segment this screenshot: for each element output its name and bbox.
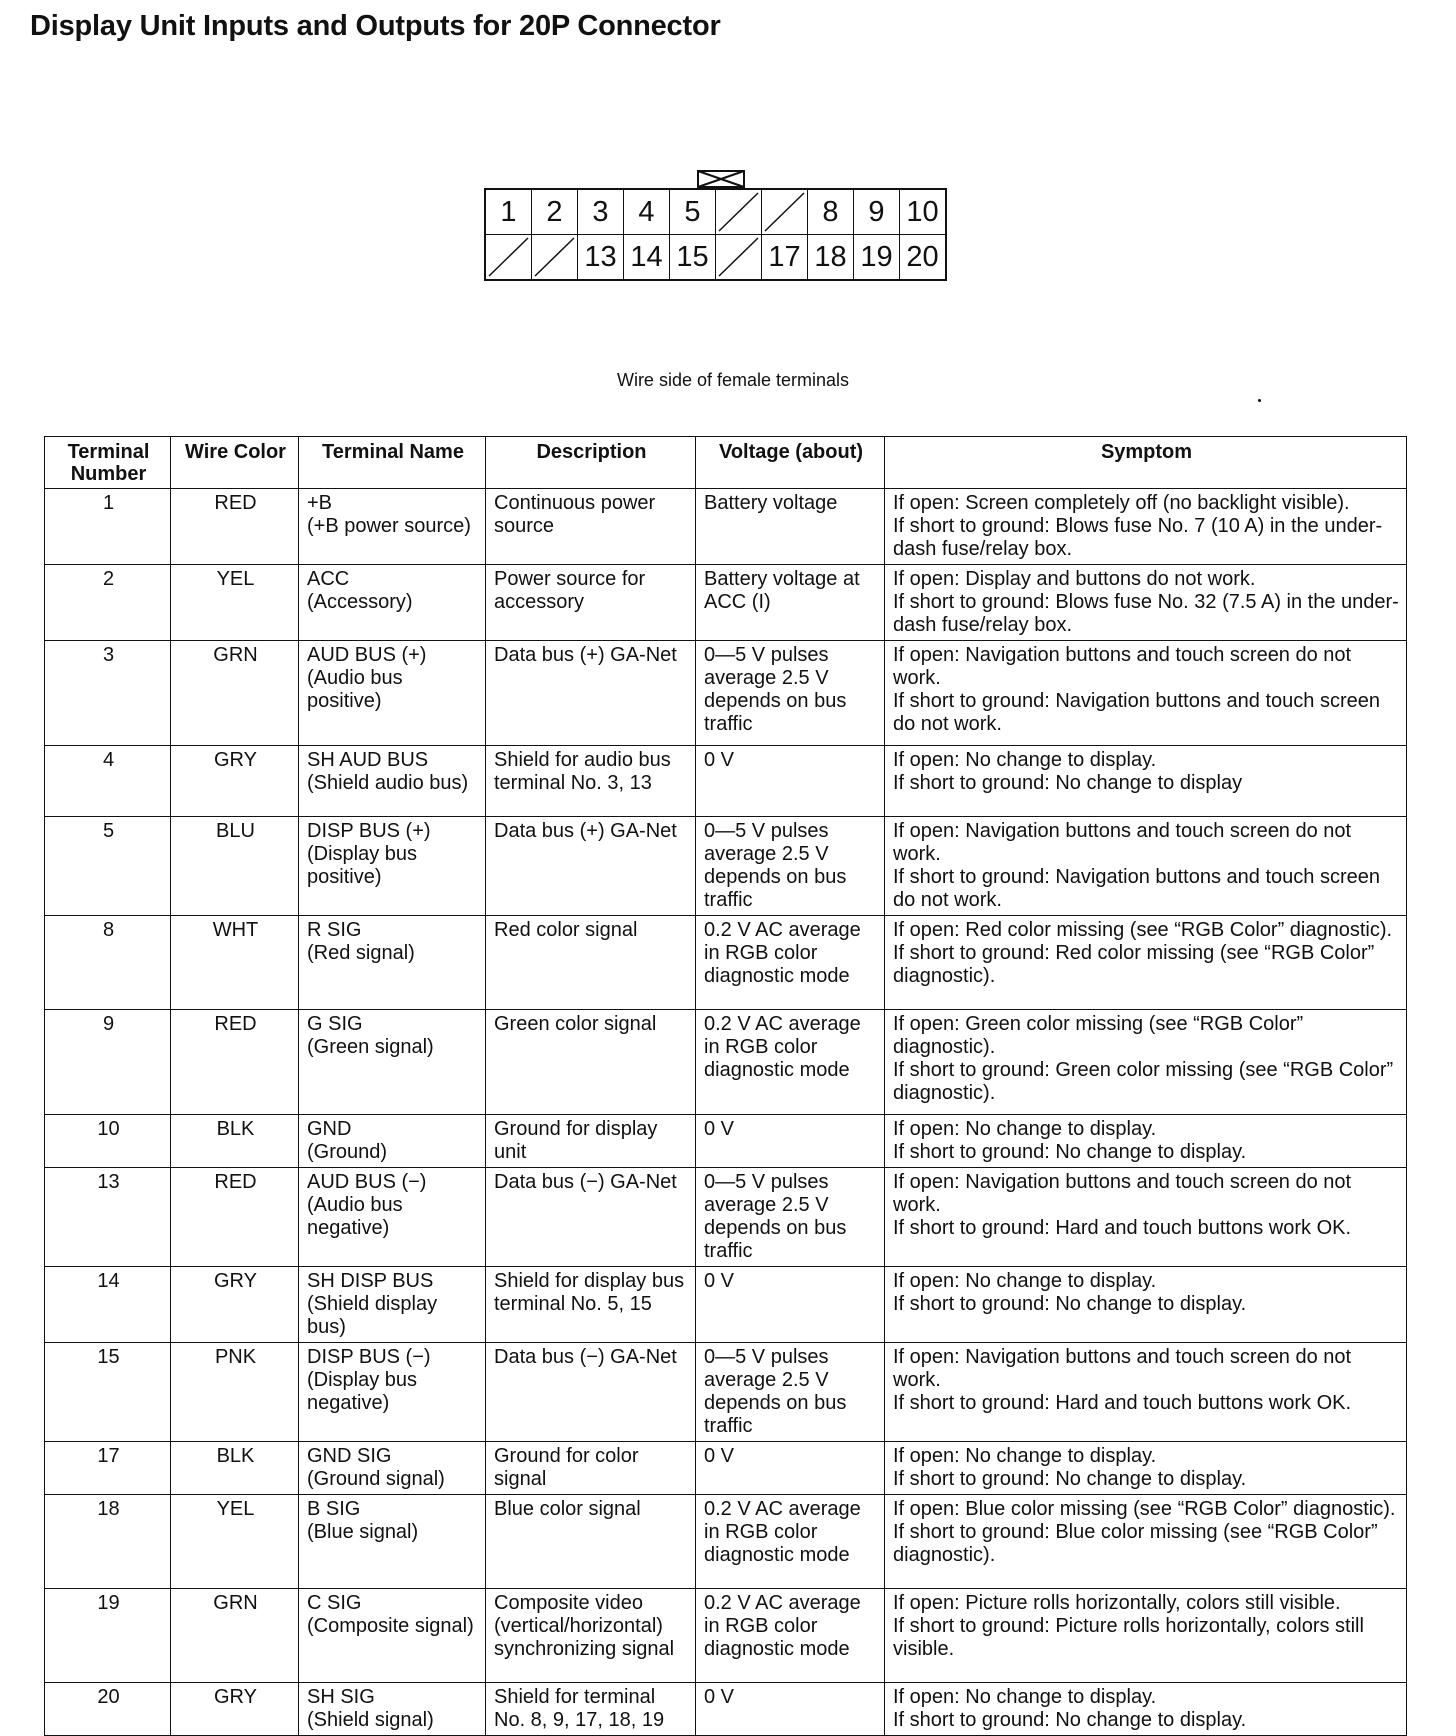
terminal-name-detail: (Shield display bus) — [307, 1293, 438, 1338]
connector-empty-cell — [532, 235, 578, 281]
terminal-name-detail: (Display bus negative) — [307, 1369, 418, 1414]
voltage-cell: 0—5 V pulses average 2.5 V depends on bus traffic — [696, 1168, 885, 1267]
connector-cell: 3 — [578, 189, 624, 235]
table-header-row — [45, 437, 1407, 489]
connector-diagram — [484, 188, 947, 281]
terminal-number-cell: 4 — [45, 746, 171, 817]
terminal-name-detail: (Red signal) — [307, 942, 415, 964]
terminal-name-cell — [299, 1168, 486, 1267]
terminal-name-cell — [299, 1343, 486, 1442]
description-cell: Data bus (+) GA-Net — [486, 817, 696, 916]
terminal-name-detail: (Accessory) — [307, 591, 413, 613]
symptom-cell — [885, 746, 1407, 817]
header-wire-color: Wire Color — [171, 437, 299, 489]
symptom-short: If short to ground: Red color missing (see “RGB Color” diagnostic). — [893, 942, 1375, 987]
terminal-name-cell — [299, 489, 486, 565]
symptom-open: If open: Blue color missing (see “RGB Color” diagnostic). — [893, 1498, 1396, 1520]
terminal-name-cell — [299, 1267, 486, 1343]
symptom-cell — [885, 489, 1407, 565]
symptom-cell — [885, 1495, 1407, 1589]
connector-empty-cell — [762, 189, 808, 235]
header-terminal-name: Terminal Name — [299, 437, 486, 489]
voltage-cell: 0.2 V AC average in RGB color diagnostic mode — [696, 1495, 885, 1589]
terminal-name-detail: (Audio bus positive) — [307, 667, 403, 712]
symptom-short: If short to ground: Green color missing (see “RGB Color” diagnostic). — [893, 1059, 1394, 1104]
connector-cell: 10 — [900, 189, 947, 235]
connector-bottom-row — [485, 235, 946, 281]
terminal-name: AUD BUS (+) — [307, 644, 427, 666]
wire-color-cell: YEL — [171, 1495, 299, 1589]
terminal-name-detail: (Blue signal) — [307, 1521, 419, 1543]
terminal-name-detail: (Composite signal) — [307, 1615, 474, 1637]
voltage-cell: 0 V — [696, 1683, 885, 1736]
terminal-name: R SIG — [307, 919, 362, 941]
description-cell: Red color signal — [486, 916, 696, 1010]
voltage-cell: 0.2 V AC average in RGB color diagnostic mode — [696, 1010, 885, 1115]
terminal-name-cell — [299, 1495, 486, 1589]
connector-cell: 14 — [624, 235, 670, 281]
symptom-short: If short to ground: Blows fuse No. 32 (7.5 A) in the under-dash fuse/relay box. — [893, 591, 1399, 636]
symptom-open: If open: Navigation buttons and touch screen do not work. — [893, 820, 1352, 865]
description-cell: Data bus (−) GA-Net — [486, 1343, 696, 1442]
terminal-number-cell: 14 — [45, 1267, 171, 1343]
wire-color-cell: GRY — [171, 746, 299, 817]
description-cell: Shield for terminal No. 8, 9, 17, 18, 19 — [486, 1683, 696, 1736]
symptom-open: If open: Screen completely off (no backlight visible). — [893, 492, 1350, 514]
voltage-cell: 0—5 V pulses average 2.5 V depends on bus traffic — [696, 1343, 885, 1442]
wire-color-cell: BLK — [171, 1442, 299, 1495]
terminal-name-detail: (+B power source) — [307, 515, 471, 537]
wire-color-cell: WHT — [171, 916, 299, 1010]
terminal-name: GND — [307, 1118, 352, 1140]
terminal-name: GND SIG — [307, 1445, 392, 1467]
terminal-name: C SIG — [307, 1592, 362, 1614]
symptom-open: If open: No change to display. — [893, 1445, 1157, 1467]
symptom-cell — [885, 641, 1407, 746]
connector-cell: 9 — [854, 189, 900, 235]
description-cell: Shield for audio bus terminal No. 3, 13 — [486, 746, 696, 817]
terminal-name-cell — [299, 641, 486, 746]
symptom-short: If short to ground: No change to display. — [893, 1141, 1247, 1163]
connector-cell: 8 — [808, 189, 854, 235]
symptom-short: If short to ground: No change to display — [893, 772, 1243, 794]
terminal-name: ACC — [307, 568, 350, 590]
description-cell: Blue color signal — [486, 1495, 696, 1589]
scan-dot — [1258, 399, 1261, 402]
terminal-name-cell — [299, 1683, 486, 1736]
connector-cell: 1 — [485, 189, 532, 235]
terminal-number-cell: 3 — [45, 641, 171, 746]
connector-cell: 2 — [532, 189, 578, 235]
symptom-open: If open: Navigation buttons and touch screen do not work. — [893, 1171, 1352, 1216]
table-row — [45, 1683, 1407, 1736]
terminal-number-cell: 20 — [45, 1683, 171, 1736]
wire-color-cell: GRN — [171, 1589, 299, 1683]
terminal-number-cell: 9 — [45, 1010, 171, 1115]
description-cell: Ground for display unit — [486, 1115, 696, 1168]
terminal-name: SH SIG — [307, 1686, 375, 1708]
terminal-name: DISP BUS (−) — [307, 1346, 431, 1368]
symptom-short: If short to ground: Navigation buttons and touch screen do not work. — [893, 866, 1380, 911]
symptom-short: If short to ground: Picture rolls horizontally, colors still visible. — [893, 1615, 1364, 1660]
symptom-open: If open: No change to display. — [893, 1270, 1157, 1292]
symptom-cell — [885, 1589, 1407, 1683]
table-row — [45, 565, 1407, 641]
table-row — [45, 1442, 1407, 1495]
header-terminal-number: Terminal Number — [45, 437, 171, 489]
terminal-name-detail: (Audio bus negative) — [307, 1194, 403, 1239]
voltage-cell: Battery voltage — [696, 489, 885, 565]
voltage-cell: Battery voltage at ACC (I) — [696, 565, 885, 641]
wire-color-cell: BLK — [171, 1115, 299, 1168]
connector-latch-icon — [697, 170, 745, 188]
symptom-cell — [885, 1168, 1407, 1267]
voltage-cell: 0 V — [696, 1442, 885, 1495]
table-row — [45, 641, 1407, 746]
symptom-open: If open: No change to display. — [893, 1118, 1157, 1140]
symptom-cell — [885, 916, 1407, 1010]
terminal-number-cell: 10 — [45, 1115, 171, 1168]
terminal-name-detail: (Ground) — [307, 1141, 388, 1163]
voltage-cell: 0 V — [696, 1115, 885, 1168]
terminal-number-cell: 5 — [45, 817, 171, 916]
symptom-open: If open: Green color missing (see “RGB Color” diagnostic). — [893, 1013, 1304, 1058]
table-row — [45, 1168, 1407, 1267]
wire-color-cell: RED — [171, 1168, 299, 1267]
terminal-name-detail: (Shield signal) — [307, 1709, 434, 1731]
symptom-cell — [885, 1683, 1407, 1736]
terminal-name: DISP BUS (+) — [307, 820, 431, 842]
wire-color-cell: GRY — [171, 1683, 299, 1736]
connector-cell: 13 — [578, 235, 624, 281]
connector-top-row — [485, 189, 946, 235]
connector-empty-cell — [716, 235, 762, 281]
connector-caption: Wire side of female terminals — [616, 370, 850, 390]
table-row — [45, 489, 1407, 565]
wire-color-cell: RED — [171, 489, 299, 565]
table-row — [45, 916, 1407, 1010]
symptom-short: If short to ground: Blue color missing (see “RGB Color” diagnostic). — [893, 1521, 1378, 1566]
terminal-name: B SIG — [307, 1498, 361, 1520]
terminal-number-cell: 8 — [45, 916, 171, 1010]
symptom-open: If open: Picture rolls horizontally, colors still visible. — [893, 1592, 1341, 1614]
wire-color-cell: GRY — [171, 1267, 299, 1343]
header-description: Description — [486, 437, 696, 489]
terminal-number-cell: 1 — [45, 489, 171, 565]
header-symptom: Symptom — [885, 437, 1407, 489]
description-cell: Shield for display bus terminal No. 5, 15 — [486, 1267, 696, 1343]
terminal-name-cell — [299, 1115, 486, 1168]
table-row — [45, 1589, 1407, 1683]
symptom-cell — [885, 565, 1407, 641]
description-cell: Ground for color signal — [486, 1442, 696, 1495]
symptom-short: If short to ground: Hard and touch buttons work OK. — [893, 1217, 1352, 1239]
terminal-name: AUD BUS (−) — [307, 1171, 427, 1193]
terminal-name-detail: (Shield audio bus) — [307, 772, 469, 794]
symptom-short: If short to ground: No change to display. — [893, 1709, 1247, 1731]
symptom-cell — [885, 1115, 1407, 1168]
symptom-open: If open: Display and buttons do not work. — [893, 568, 1256, 590]
terminal-name-cell — [299, 817, 486, 916]
description-cell: Power source for accessory — [486, 565, 696, 641]
terminal-name-cell — [299, 916, 486, 1010]
terminal-name-cell — [299, 1589, 486, 1683]
terminal-number-cell: 19 — [45, 1589, 171, 1683]
terminal-name: G SIG — [307, 1013, 363, 1035]
table-row — [45, 746, 1407, 817]
wire-color-cell: RED — [171, 1010, 299, 1115]
connector-cell: 20 — [900, 235, 947, 281]
terminal-number-cell: 15 — [45, 1343, 171, 1442]
table-row — [45, 1267, 1407, 1343]
terminal-table — [44, 436, 1407, 1736]
terminal-number-cell: 13 — [45, 1168, 171, 1267]
table-row — [45, 817, 1407, 916]
symptom-short: If short to ground: Blows fuse No. 7 (10 A) in the under-dash fuse/relay box. — [893, 515, 1383, 560]
voltage-cell: 0—5 V pulses average 2.5 V depends on bus traffic — [696, 817, 885, 916]
symptom-cell — [885, 817, 1407, 916]
table-row — [45, 1343, 1407, 1442]
description-cell: Green color signal — [486, 1010, 696, 1115]
terminal-name-cell — [299, 565, 486, 641]
symptom-cell — [885, 1267, 1407, 1343]
symptom-open: If open: No change to display. — [893, 749, 1157, 771]
terminal-name-detail: (Ground signal) — [307, 1468, 445, 1490]
symptom-open: If open: Red color missing (see “RGB Color” diagnostic). — [893, 919, 1393, 941]
symptom-cell — [885, 1442, 1407, 1495]
page-title: Display Unit Inputs and Outputs for 20P Connector — [30, 10, 721, 42]
description-cell: Data bus (−) GA-Net — [486, 1168, 696, 1267]
description-cell: Continuous power source — [486, 489, 696, 565]
connector-cell: 17 — [762, 235, 808, 281]
symptom-cell — [885, 1010, 1407, 1115]
description-cell: Composite video (vertical/horizontal) synchronizing signal — [486, 1589, 696, 1683]
connector-empty-cell — [716, 189, 762, 235]
terminal-name-detail: (Display bus positive) — [307, 843, 418, 888]
voltage-cell: 0.2 V AC average in RGB color diagnostic mode — [696, 1589, 885, 1683]
symptom-short: If short to ground: No change to display. — [893, 1468, 1247, 1490]
connector-cell: 15 — [670, 235, 716, 281]
terminal-number-cell: 17 — [45, 1442, 171, 1495]
wire-color-cell: GRN — [171, 641, 299, 746]
symptom-short: If short to ground: Hard and touch buttons work OK. — [893, 1392, 1352, 1414]
connector-cell: 5 — [670, 189, 716, 235]
connector-cell: 18 — [808, 235, 854, 281]
wire-color-cell: YEL — [171, 565, 299, 641]
table-row — [45, 1115, 1407, 1168]
terminal-name: SH AUD BUS — [307, 749, 429, 771]
terminal-name-detail: (Green signal) — [307, 1036, 434, 1058]
terminal-number-cell: 2 — [45, 565, 171, 641]
connector-cell: 19 — [854, 235, 900, 281]
symptom-cell — [885, 1343, 1407, 1442]
description-cell: Data bus (+) GA-Net — [486, 641, 696, 746]
terminal-name-cell — [299, 1442, 486, 1495]
table-body — [45, 489, 1407, 1736]
connector-cell: 4 — [624, 189, 670, 235]
terminal-name-cell — [299, 746, 486, 817]
header-voltage: Voltage (about) — [696, 437, 885, 489]
symptom-open: If open: Navigation buttons and touch screen do not work. — [893, 644, 1352, 689]
table-row — [45, 1495, 1407, 1589]
terminal-name: SH DISP BUS — [307, 1270, 434, 1292]
wire-color-cell: BLU — [171, 817, 299, 916]
terminal-name-cell — [299, 1010, 486, 1115]
symptom-open: If open: No change to display. — [893, 1686, 1157, 1708]
terminal-number-cell: 18 — [45, 1495, 171, 1589]
connector-empty-cell — [485, 235, 532, 281]
wire-color-cell: PNK — [171, 1343, 299, 1442]
symptom-open: If open: Navigation buttons and touch screen do not work. — [893, 1346, 1352, 1391]
voltage-cell: 0 V — [696, 1267, 885, 1343]
terminal-name: +B — [307, 492, 333, 514]
symptom-short: If short to ground: No change to display. — [893, 1293, 1247, 1315]
symptom-short: If short to ground: Navigation buttons and touch screen do not work. — [893, 690, 1380, 735]
table-row — [45, 1010, 1407, 1115]
voltage-cell: 0 V — [696, 746, 885, 817]
voltage-cell: 0.2 V AC average in RGB color diagnostic mode — [696, 916, 885, 1010]
voltage-cell: 0—5 V pulses average 2.5 V depends on bus traffic — [696, 641, 885, 746]
